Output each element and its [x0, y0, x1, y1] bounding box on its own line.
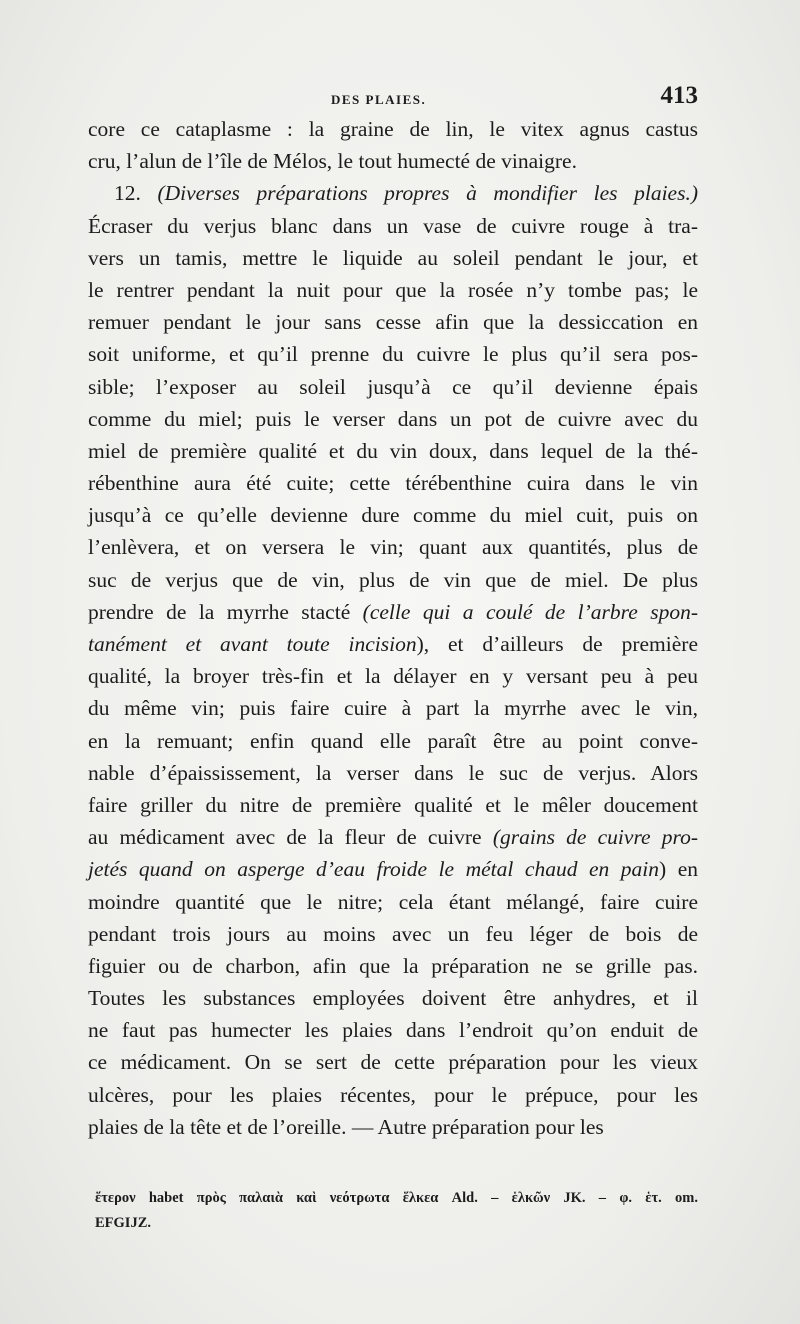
text-line	[88, 403, 698, 435]
text-line	[88, 853, 698, 885]
text-line	[88, 1046, 698, 1078]
text-run: ne faut pas humecter les plaies dans l’endroit qu’on enduit de	[88, 1018, 698, 1043]
text-run: le rentrer pendant la nuit pour que la rosée n’y tombe pas; le	[88, 277, 698, 302]
text-line	[88, 242, 698, 274]
footnote-line: ἕτερον habet πρὸς παλαιὰ καὶ νεότρωτα ἕλκεα Ald. – ἑλκῶν JK. – φ. ἑτ. om.	[95, 1190, 698, 1206]
text-line	[88, 306, 698, 338]
text-run: moindre quantité que le nitre; cela étant mélangé, faire cuire	[88, 889, 698, 914]
text-line	[88, 1079, 698, 1111]
text-run: 12.	[114, 181, 158, 206]
text-run: rébenthine aura été cuite; cette térébenthine cuira dans le vin	[88, 471, 698, 496]
text-run: figuier ou de charbon, afin que la préparation ne se grille pas.	[88, 953, 698, 978]
text-run: ulcères, pour les plaies récentes, pour le prépuce, pour les	[88, 1082, 698, 1107]
text-run: miel de première qualité et du vin doux, dans lequel de la thé-	[88, 438, 698, 463]
text-line	[88, 1111, 698, 1143]
text-line	[88, 531, 698, 563]
text-line	[88, 1014, 698, 1046]
text-line	[88, 467, 698, 499]
text-run: jusqu’à ce qu’elle devienne dure comme du miel cuit, puis on	[88, 503, 698, 528]
text-run: cru, l’alun de l’île de Mélos, le tout humecté de vinaigre.	[88, 149, 577, 174]
italic-text: jetés quand on asperge d’eau froide le métal chaud en pain	[88, 857, 660, 882]
text-run: ), et d’ailleurs de première	[416, 632, 698, 656]
text-line	[88, 789, 698, 821]
text-run: au médicament avec de la fleur de cuivre	[88, 825, 493, 850]
text-line	[88, 274, 698, 306]
text-run: faire griller du nitre de première qualité et le mêler doucement	[88, 792, 698, 817]
text-run: qualité, la broyer très-fin et la délayer en y versant peu à peu	[88, 664, 698, 689]
text-line	[88, 660, 698, 692]
page-number: 413	[660, 82, 698, 109]
text-line	[88, 596, 698, 628]
text-run: l’enlèvera, et on versera le vin; quant aux quantités, plus de	[88, 535, 698, 560]
body-text	[88, 113, 698, 1143]
text-line	[88, 821, 698, 853]
text-line	[88, 499, 698, 531]
text-run: prendre de la myrrhe stacté	[88, 599, 363, 624]
text-run: pendant trois jours au moins avec un feu léger de bois de	[88, 921, 698, 946]
text-run: comme du miel; puis le verser dans un pot de cuivre avec du	[88, 406, 698, 431]
text-run: soit uniforme, et qu’il prenne du cuivre le plus qu’il sera pos-	[88, 342, 698, 367]
text-run: Écraser du verjus blanc dans un vase de cuivre rouge à tra-	[88, 213, 698, 238]
text-line	[88, 371, 698, 403]
text-run: du même vin; puis faire cuire à part la myrrhe avec le vin,	[88, 696, 698, 721]
text-run: suc de verjus que de vin, plus de vin que de miel. De plus	[88, 567, 698, 592]
text-line	[88, 628, 698, 660]
text-line	[88, 177, 698, 209]
text-line	[88, 886, 698, 918]
footnotes	[95, 1186, 698, 1236]
italic-text: (Diverses préparations propres à mondifier les plaies.)	[157, 181, 698, 206]
text-line	[88, 564, 698, 596]
text-run: vers un tamis, mettre le liquide au soleil pendant le jour, et	[88, 245, 698, 270]
text-run: remuer pendant le jour sans cesse afin que la dessiccation en	[88, 310, 698, 335]
text-line	[88, 757, 698, 789]
text-line	[88, 145, 698, 177]
text-line	[88, 210, 698, 242]
footnote-line: EFGIJZ.	[95, 1215, 151, 1231]
running-head: DES PLAIES.	[331, 92, 427, 107]
text-run: nable d’épaississement, la verser dans le suc de verjus. Alors	[88, 760, 698, 785]
text-line	[88, 692, 698, 724]
text-run: core ce cataplasme : la graine de lin, le vitex agnus castus	[88, 117, 698, 141]
text-line	[88, 918, 698, 950]
text-line	[88, 950, 698, 982]
text-run: ) en	[659, 857, 698, 882]
text-run: ce médicament. On se sert de cette préparation pour les vieux	[88, 1050, 698, 1075]
text-line	[88, 435, 698, 467]
text-line	[88, 338, 698, 370]
text-line	[88, 725, 698, 757]
italic-text: (celle qui a coulé de l’arbre spon-	[362, 599, 698, 624]
italic-text: tanément et avant toute incision	[88, 632, 417, 656]
text-run: Toutes les substances employées doivent être anhydres, et il	[88, 986, 698, 1011]
italic-text: (grains de cuivre pro-	[492, 825, 698, 850]
text-run: plaies de la tête et de l’oreille. — Autre préparation pour les	[88, 1114, 604, 1139]
text-run: sible; l’exposer au soleil jusqu’à ce qu’il devienne épais	[88, 374, 698, 399]
text-line	[88, 113, 698, 145]
text-run: en la remuant; enfin quand elle paraît être au point conve-	[88, 728, 698, 753]
text-line	[88, 982, 698, 1014]
